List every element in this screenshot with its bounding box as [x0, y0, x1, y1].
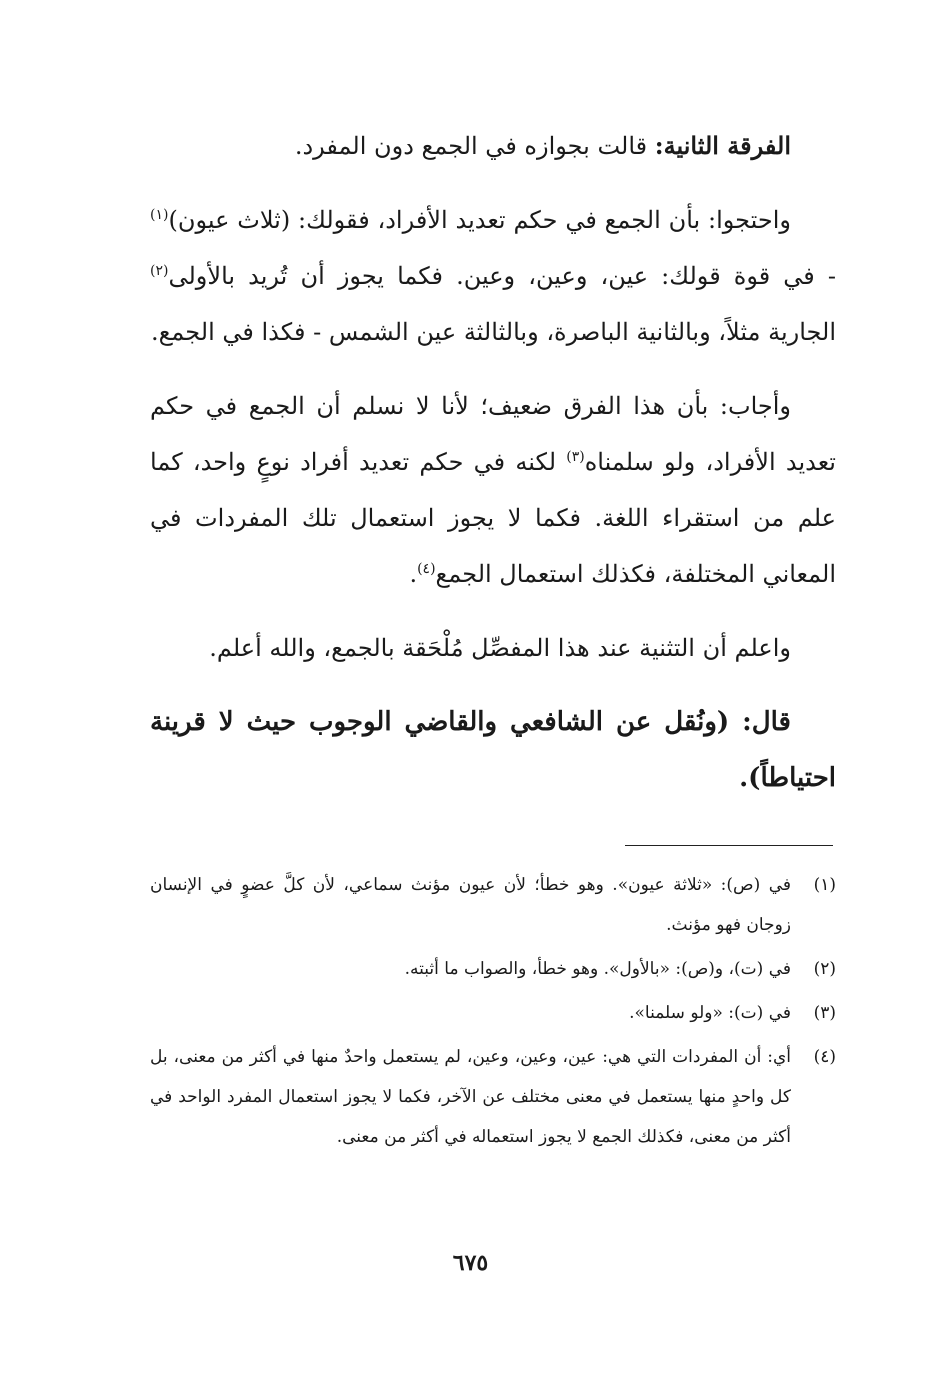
footnote-number: (١): [813, 875, 836, 895]
paragraph-3-text-c: .: [409, 560, 418, 588]
paragraph-2-text-a: واحتجوا: بأن الجمع في حكم تعديد الأفراد، فقولك: (ثلاث عيون): [168, 206, 791, 234]
paragraph-3: [150, 378, 836, 602]
paragraph-1-lead: الفرقة الثانية:: [654, 131, 791, 160]
footnote-number: (٢): [813, 959, 836, 979]
paragraph-1-text: قالت بجوازه في الجمع دون المفرد.: [294, 132, 655, 160]
footnote-text: أي: أن المفردات التي هي: عين، وعين، وعين، لم يستعمل واحدٌ منها في أكثر من معنى، بل كل واحدٍ منها يستعمل في معنى مختلف عن الآخر، فكما لا يجوز استعمال المفرد الواحد في أكثر من معنى، فكذلك الجمع لا يجوز استعماله في أكثر من معنى.: [150, 1047, 791, 1147]
footnote-text: في (ت): «ولو سلمنا».: [629, 1003, 791, 1023]
quoted-statement: قال: (ونُقل عن الشافعي والقاضي الوجوب حيث لا قرينة احتياطاً).: [150, 707, 836, 793]
footnote-number: (٣): [813, 1003, 836, 1023]
paragraph-2: [150, 192, 836, 360]
paragraph-1: [150, 118, 836, 174]
paragraph-2-text-b: - في قوة قولك: عين، وعين، وعين. فكما يجوز أن تُريد بالأولى: [168, 262, 836, 290]
main-text: [150, 118, 836, 806]
paragraph-2-text-c: الجارية مثلاً، وبالثانية الباصرة، وبالثالثة عين الشمس - فكذا في الجمع.: [151, 318, 836, 346]
paragraph-3-text-a: وأجاب: بأن هذا الفرق ضعيف؛ لأنا لا نسلم أن الجمع في حكم تعديد الأفراد، ولو سلمناه: [150, 392, 836, 476]
footnote-ref-3[interactable]: (٣): [566, 449, 585, 465]
footnote-text: في (ص): «ثلاثة عيون». وهو خطأ؛ لأن عيون مؤنث سماعي، لأن كلَّ عضوٍ في الإنسان زوجان فهو مؤنث.: [150, 875, 791, 935]
footnote-text: في (ت)، و(ص): «بالأول». وهو خطأ، والصواب ما أثبته.: [404, 959, 791, 979]
footnote-number: (٤): [813, 1047, 836, 1067]
paragraph-4: واعلم أن التثنية عند هذا المفصِّل مُلْحَقة بالجمع، والله أعلم.: [209, 634, 791, 662]
footnotes: [150, 865, 836, 1161]
footnote-4: [150, 1037, 836, 1157]
paragraph-3-text-b: لكنه في حكم تعديد أفراد نوعٍ واحد، كما علم من استقراء اللغة. فكما لا يجوز استعمال تلك المفردات في المعاني المختلفة، فكذلك استعمال الجمع: [150, 448, 836, 588]
footnote-ref-2[interactable]: (٢): [150, 263, 169, 279]
footnote-3: [150, 993, 836, 1033]
footnote-divider: [625, 845, 833, 846]
footnote-ref-4[interactable]: (٤): [417, 561, 436, 577]
footnote-1: [150, 865, 836, 945]
footnote-2: [150, 949, 836, 989]
footnote-ref-1[interactable]: (١): [150, 207, 169, 223]
page-number: ٦٧٥: [452, 1250, 489, 1276]
